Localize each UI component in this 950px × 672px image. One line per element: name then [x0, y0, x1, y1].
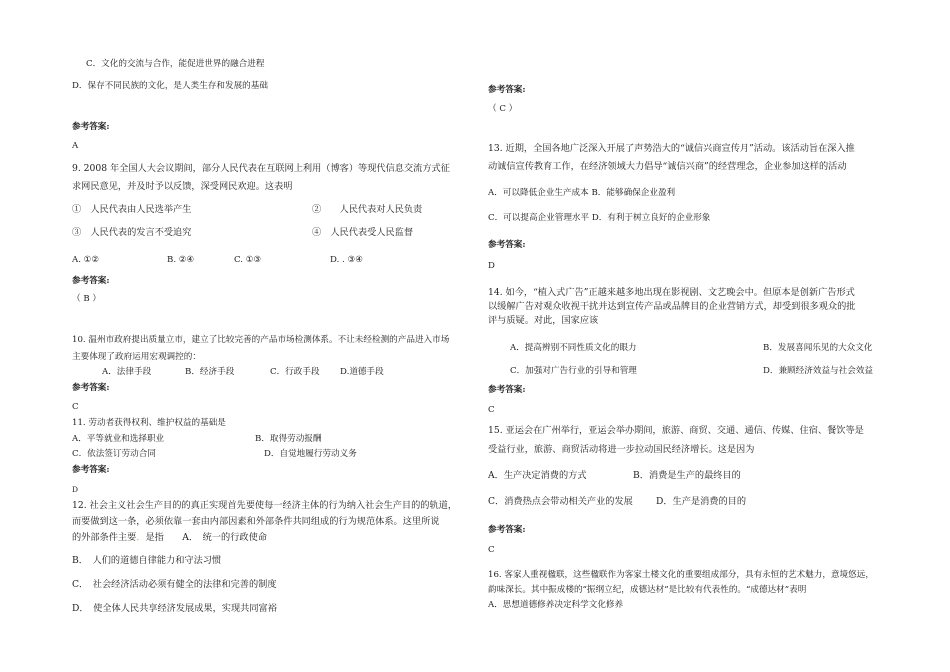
q12-option-d: D． 使全体人民共享经济发展成果，实现共同富裕	[72, 603, 277, 614]
q12-stem-line1: 12. 社会主义社会生产目的的真正实现首先要使每一经济主体的行为纳入社会生产目的的轨道，	[72, 500, 458, 511]
answer-label: 参考答案:	[488, 525, 526, 535]
q10-answer: C	[72, 402, 79, 412]
q16-option-a: A．思想道德修养决定科学文化修养	[488, 600, 624, 610]
q11-stem: 11. 劳动者获得权利、维护权益的基础是	[72, 418, 226, 428]
q10-option-d: D.道德手段	[340, 367, 384, 377]
q13-stem-line2: 动诚信宣传教育工作，在经济领域大力倡导“诚信兴商”的经营理念，企业参加这样的活动	[488, 161, 847, 172]
answer-label: 参考答案:	[488, 85, 526, 95]
q15-answer: C	[488, 545, 495, 555]
answer-label: 参考答案:	[72, 122, 110, 132]
q11-option-a: A．平等就业和选择职业	[72, 434, 165, 444]
q14-option-b: B．发展喜闻乐见的大众文化	[763, 343, 873, 353]
q13-options-cd: C．可以提高企业管理水平 D．有利于树立良好的企业形象	[488, 213, 711, 223]
q14-stem-line3: 评与质疑。对此，国家应该	[488, 315, 599, 326]
q10-option-a: A．法律手段	[102, 367, 152, 377]
q15-option-c: C．消费热点会带动相关产业的发展	[488, 496, 633, 507]
q11-option-b: B．取得劳动报酬	[255, 434, 322, 444]
q15-option-d: D．生产是消费的目的	[656, 496, 747, 507]
q14-option-a: A．提高辨别不同性质文化的眼力	[510, 343, 637, 353]
q16-stem-line1: 16. 客家人重视楹联，这些楹联作为客家土楼文化的重要组成部分，具有永恒的艺术魅力，意境悠远，	[488, 570, 874, 580]
q11-answer: D	[72, 485, 79, 494]
q12-stem-line2: 而要做到这一条，必须依靠一套由内部因素和外部条件共同组成的行为规范体系。这里所说	[72, 516, 440, 527]
q14-option-c: C．加强对广告行业的引导和管理	[510, 366, 637, 376]
q10-option-b: B．经济手段	[185, 367, 235, 377]
answer-label: 参考答案:	[72, 465, 110, 475]
q10-stem-line1: 10. 温州市政府提出质量立市，建立了比较完善的产品市场检测体系。不让未经检测的产品进入市场	[72, 335, 450, 345]
q8-option-d: D．保存不同民族的文化，是人类生存和发展的基础	[72, 81, 268, 91]
q9-statement-3: ③ 人民代表的发言不受追究	[72, 227, 192, 238]
q9-statement-2: ② 人民代表对人民负责	[312, 204, 423, 215]
answer-label: 参考答案:	[72, 383, 110, 393]
q9-answer: （ B ）	[72, 294, 101, 304]
q15-stem-line2: 受益行业，旅游、商贸活动将进一步拉动国民经济增长。这是因为	[488, 444, 755, 455]
q12-option-c: C． 社会经济活动必须有健全的法律和完善的制度	[72, 579, 277, 590]
q12-answer: （ C ）	[488, 104, 518, 114]
q13-answer: D	[488, 261, 495, 271]
q14-stem-line1: 14. 如今，“植入式广告”正越来越多地出现在影视剧、文艺晚会中。但原本是创新广告形式	[488, 287, 855, 298]
q9-stem-line2: 求网民意见，并及时予以反馈，深受网民欢迎。这表明	[72, 181, 293, 192]
q12-option-b: B． 人们的道德自律能力和守法习惯	[72, 555, 222, 566]
q15-option-a: A．生产决定消费的方式	[488, 470, 587, 481]
q14-option-d: D．兼顾经济效益与社会效益	[763, 366, 874, 376]
q13-options-ab: A．可以降低企业生产成本 B．能够确保企业盈利	[488, 188, 676, 198]
q12-stem-line3: 的外部条件主要．是指 A． 统一的行政使命	[72, 532, 267, 543]
q9-option-c: C. ①③	[234, 255, 262, 265]
q15-option-b: B．消费是生产的最终目的	[633, 470, 741, 481]
emphasis-dot: ．	[136, 532, 146, 543]
q9-option-b: B. ②④	[167, 255, 195, 265]
q16-stem-line2: 韵味深长。其中振成楼的“振纲立纪，成德达材”是比较有代表性的。“成德达材”表明	[488, 585, 807, 595]
answer-label: 参考答案:	[488, 240, 526, 250]
q11-option-c: C．依法签订劳动合同	[72, 449, 156, 459]
q11-option-d: D．自觉地履行劳动义务	[264, 449, 357, 459]
q9-option-d: D. . ③④	[330, 255, 363, 265]
q9-option-a: A. ①②	[72, 255, 100, 265]
q14-stem-line2: 以缓解广告对观众收视干扰并达到宣传产品或品牌目的企业营销方式，却受到很多观众的批	[488, 301, 856, 312]
answer-label: 参考答案:	[488, 385, 526, 395]
q9-statement-4: ④ 人民代表受人民监督	[312, 227, 414, 238]
q9-statement-1: ① 人民代表由人民选举产生	[72, 204, 192, 215]
q10-option-c: C．行政手段	[270, 367, 320, 377]
q8-answer: A	[72, 141, 79, 151]
q15-stem-line1: 15. 亚运会在广州举行，亚运会举办期间，旅游、商贸、交通、通信、传媒、住宿、餐饮等是	[488, 425, 864, 436]
q13-stem-line1: 13. 近期，全国各地广泛深入开展了声势浩大的“诚信兴商宣传月”活动。该活动旨在深入推	[488, 143, 855, 154]
q8-option-c: C．文化的交流与合作，能促进世界的融合进程	[86, 59, 265, 69]
q14-answer: C	[488, 405, 495, 415]
answer-label: 参考答案:	[72, 276, 110, 286]
q9-stem-line1: 9. 2008 年全国人大会议期间，部分人民代表在互联网上利用（博客）等现代信息交流方式征	[72, 163, 450, 174]
q10-stem-line2: 主要体现了政府运用宏观调控的：	[72, 352, 201, 362]
